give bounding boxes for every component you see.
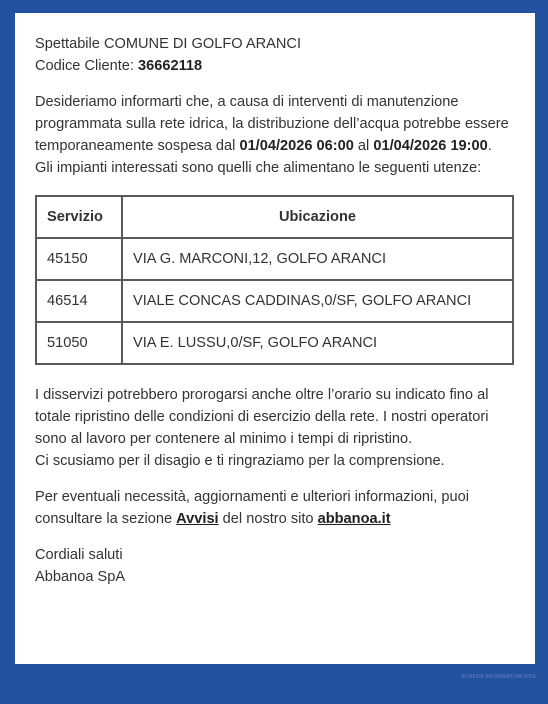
closing-greeting: Cordiali saluti: [35, 547, 123, 563]
column-header-servizio: Servizio: [36, 196, 122, 238]
cell-servizio: 51050: [36, 322, 122, 364]
info-text-2: del nostro sito: [218, 511, 318, 527]
info-paragraph: [35, 486, 515, 530]
salutation: Spettabile COMUNE DI GOLFO ARANCI: [35, 36, 302, 52]
table-row: [36, 238, 513, 280]
table-row: [36, 322, 513, 364]
table-row: [36, 280, 513, 322]
intro-text-2: al: [353, 138, 374, 154]
intro-paragraph: [35, 91, 515, 179]
interruption-end: 01/04/2026 19:00: [373, 138, 488, 154]
intro-text-3: .: [487, 138, 492, 154]
avvisi-link[interactable]: Avvisi: [176, 511, 219, 527]
cell-ubicazione: VIA G. MARCONI,12, GOLFO ARANCI: [122, 238, 513, 280]
closing-block: [35, 544, 515, 588]
greeting-block: [35, 33, 515, 77]
disservizi-text: I disservizi potrebbero prorogarsi anche oltre l’orario su indicato fino al totale ripristino delle condizioni di esercizio della rete. I nostri operatori sono al lavoro per contenere al minimo i tempi di ripristino.: [35, 387, 489, 447]
cell-ubicazione: VIALE CONCAS CADDINAS,0/SF, GOLFO ARANCI: [122, 280, 513, 322]
apology-text: Ci scusiamo per il disagio e ti ringraziamo per la comprensione.: [35, 453, 445, 469]
info-text-1: Per eventuali necessità, aggiornamenti e ulteriori informazioni, puoi consultare la sezione: [35, 489, 469, 527]
cell-ubicazione: VIA E. LUSSU,0/SF, GOLFO ARANCI: [122, 322, 513, 364]
intro-text-1: Desideriamo informarti che, a causa di interventi di manutenzione programmata sulla rete idrica, la distribuzione dell’acqua potrebbe essere temporaneamente sospesa dal: [35, 94, 509, 154]
interruption-start: 01/04/2026 06:00: [239, 138, 354, 154]
plants-line: Gli impianti interessati sono quelli che alimentano le seguenti utenze:: [35, 160, 482, 176]
cell-servizio: 46514: [36, 280, 122, 322]
site-link[interactable]: abbanoa.it: [317, 511, 391, 527]
disservizi-paragraph: [35, 384, 515, 472]
column-header-ubicazione: Ubicazione: [122, 196, 513, 238]
cell-servizio: 45150: [36, 238, 122, 280]
signature: Abbanoa SpA: [35, 569, 126, 585]
utenze-table: [35, 195, 514, 365]
client-code-label: Codice Cliente:: [35, 58, 134, 74]
table-header-row: [36, 196, 513, 238]
email-card: [15, 13, 535, 664]
footer-note: SCHEDA INFORMATIVA INTE: [461, 674, 536, 680]
client-code: 36662118: [138, 58, 203, 74]
